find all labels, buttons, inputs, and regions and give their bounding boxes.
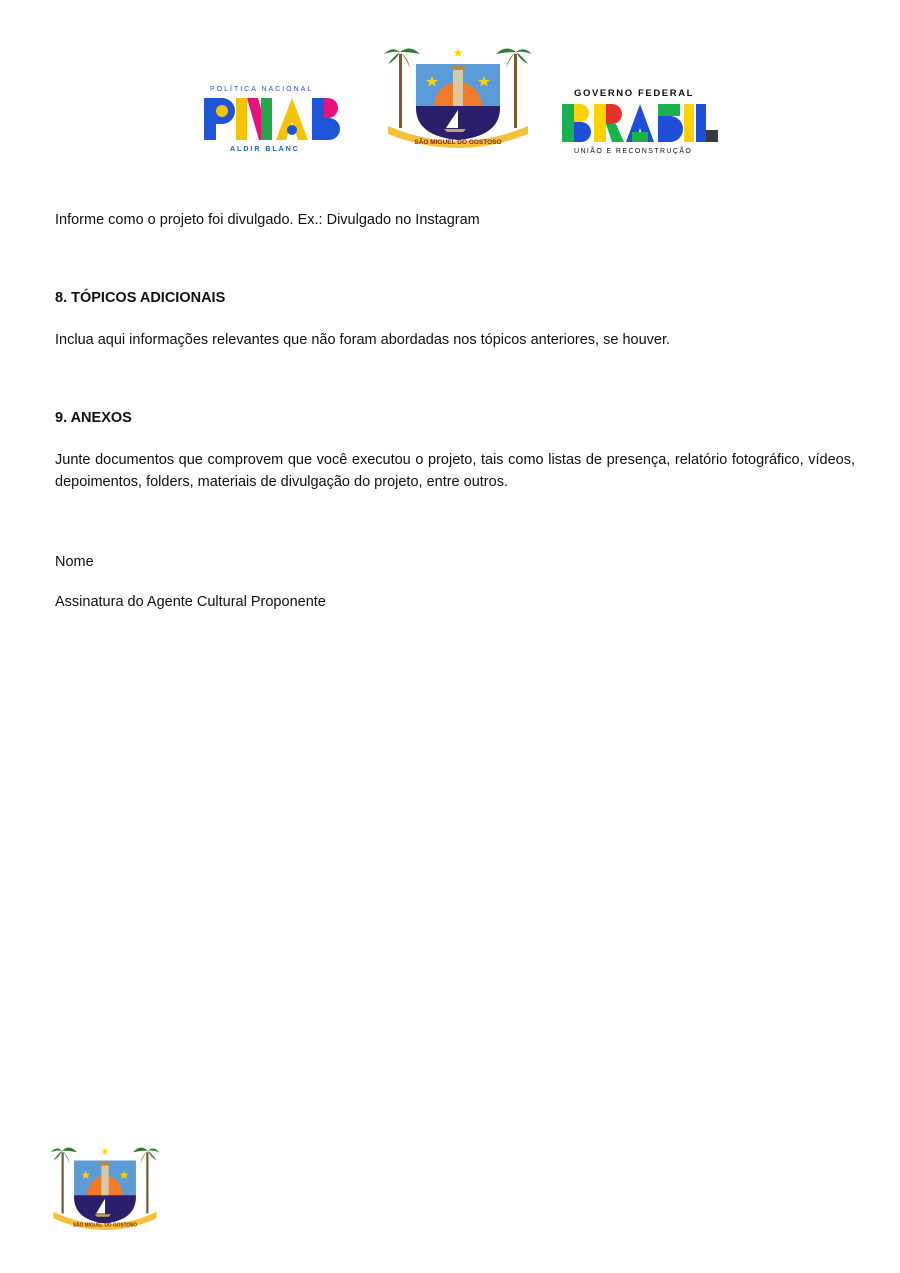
section-9-text: Junte documentos que comprovem que você executou o projeto, tais como listas de presença, relatório fotográfico, vídeos, depoimentos, folders, materiais de divulgação do projeto, entre outros. (55, 452, 855, 490)
governo-federal-brasil-logo (560, 86, 720, 166)
brasil-top-text: GOVERNO FEDERAL (574, 88, 695, 99)
sao-miguel-crest-icon (382, 44, 534, 148)
divulgacao-instruction: Informe como o projeto foi divulgado. Ex.: Divulgado no Instagram (55, 212, 480, 228)
footer-crest-banner-text: SÃO MIGUEL DO GOSTOSO (72, 1222, 138, 1229)
brasil-bottom-text: UNIÃO E RECONSTRUÇÃO (574, 148, 693, 155)
pnab-top-text: POLÍTICA NACIONAL (210, 86, 314, 93)
section-8-heading: 8. TÓPICOS ADICIONAIS (55, 290, 226, 306)
signature-label: Assinatura do Agente Cultural Proponente (55, 594, 326, 610)
footer-crest-icon (49, 1144, 161, 1230)
pnab-logo (178, 78, 358, 168)
name-label: Nome (55, 554, 94, 570)
section-9-heading: 9. ANEXOS (55, 410, 132, 426)
pnab-letters-graphic (178, 78, 358, 168)
brasil-letters-graphic (560, 102, 720, 146)
section-8-text: Inclua aqui informações relevantes que não foram abordadas nos tópicos anteriores, se houver. (55, 332, 671, 348)
pnab-bottom-text: ALDIR BLANC (230, 146, 300, 153)
crest-banner-text: SÃO MIGUEL DO GOSTOSO (414, 139, 502, 146)
